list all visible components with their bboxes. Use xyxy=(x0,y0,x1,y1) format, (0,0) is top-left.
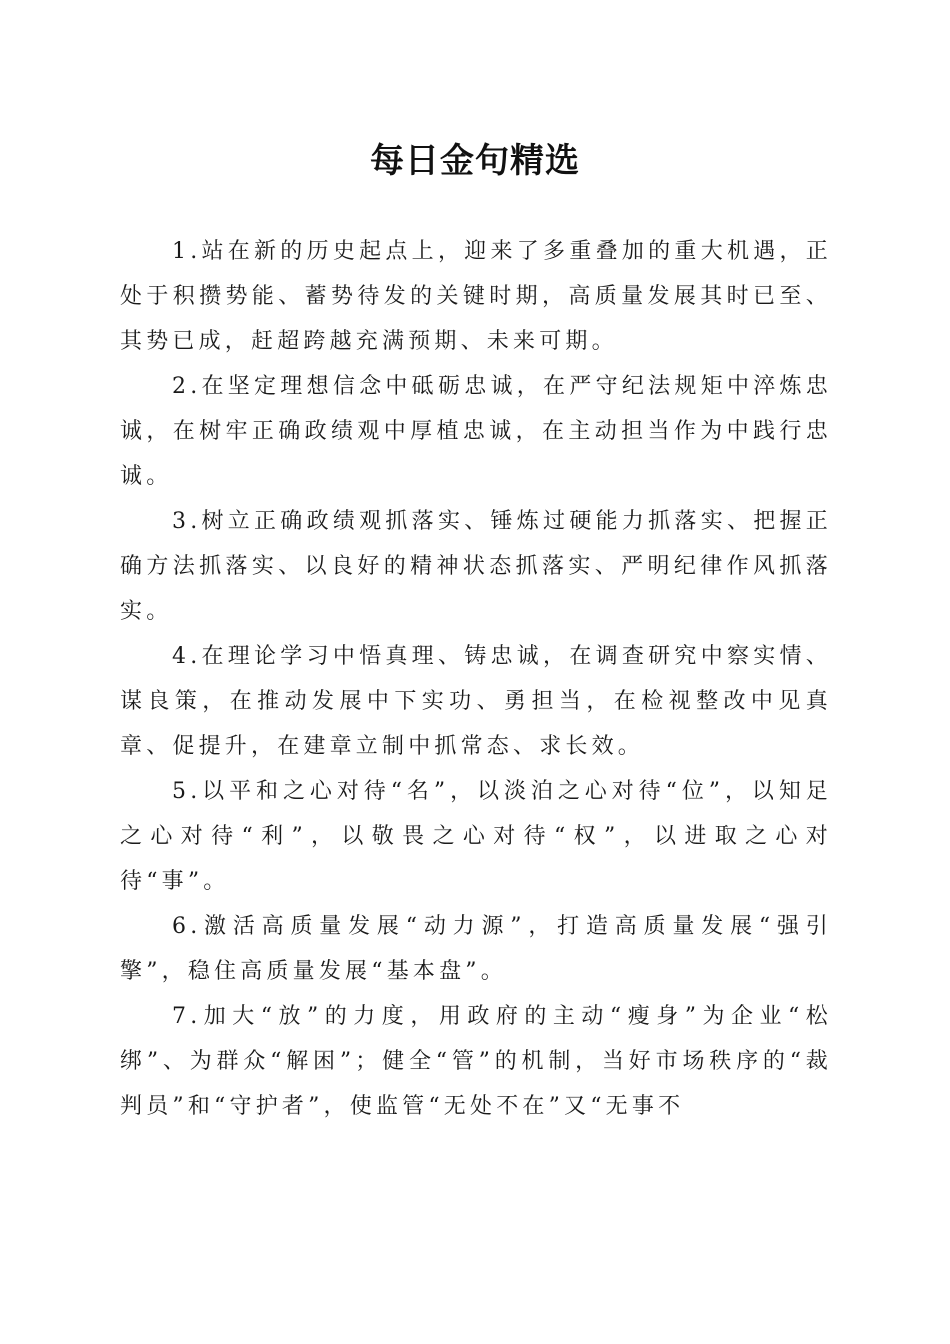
paragraph-5: 5.以平和之心对待“名”，以淡泊之心对待“位”，以知足之心对待“利”，以敬畏之心对待“权”，以进取之心对待“事”。 xyxy=(120,779,832,894)
paragraph-3: 3.树立正确政绩观抓落实、锤炼过硬能力抓落实、把握正确方法抓落实、以良好的精神状态抓落实、严明纪律作风抓落实。 xyxy=(120,509,832,624)
paragraph-4: 4.在理论学习中悟真理、铸忠诚，在调查研究中察实情、谋良策，在推动发展中下实功、勇担当，在检视整改中见真章、促提升，在建章立制中抓常态、求长效。 xyxy=(120,644,832,759)
paragraph-6: 6.激活高质量发展“动力源”，打造高质量发展“强引擎”，稳住高质量发展“基本盘”。 xyxy=(120,914,832,984)
paragraph-1: 1.站在新的历史起点上，迎来了多重叠加的重大机遇，正处于积攒势能、蓄势待发的关键时期，高质量发展其时已至、其势已成，赶超跨越充满预期、未来可期。 xyxy=(120,239,832,354)
document-body xyxy=(120,229,832,1129)
paragraph-7: 7.加大“放”的力度，用政府的主动“瘦身”为企业“松绑”、为群众“解困”；健全“管”的机制，当好市场秩序的“裁判员”和“守护者”，使监管“无处不在”又“无事不 xyxy=(120,1004,832,1119)
paragraph-2: 2.在坚定理想信念中砥砺忠诚，在严守纪法规矩中淬炼忠诚，在树牢正确政绩观中厚植忠诚，在主动担当作为中践行忠诚。 xyxy=(120,374,832,489)
page-title: 每日金句精选 xyxy=(370,141,580,181)
